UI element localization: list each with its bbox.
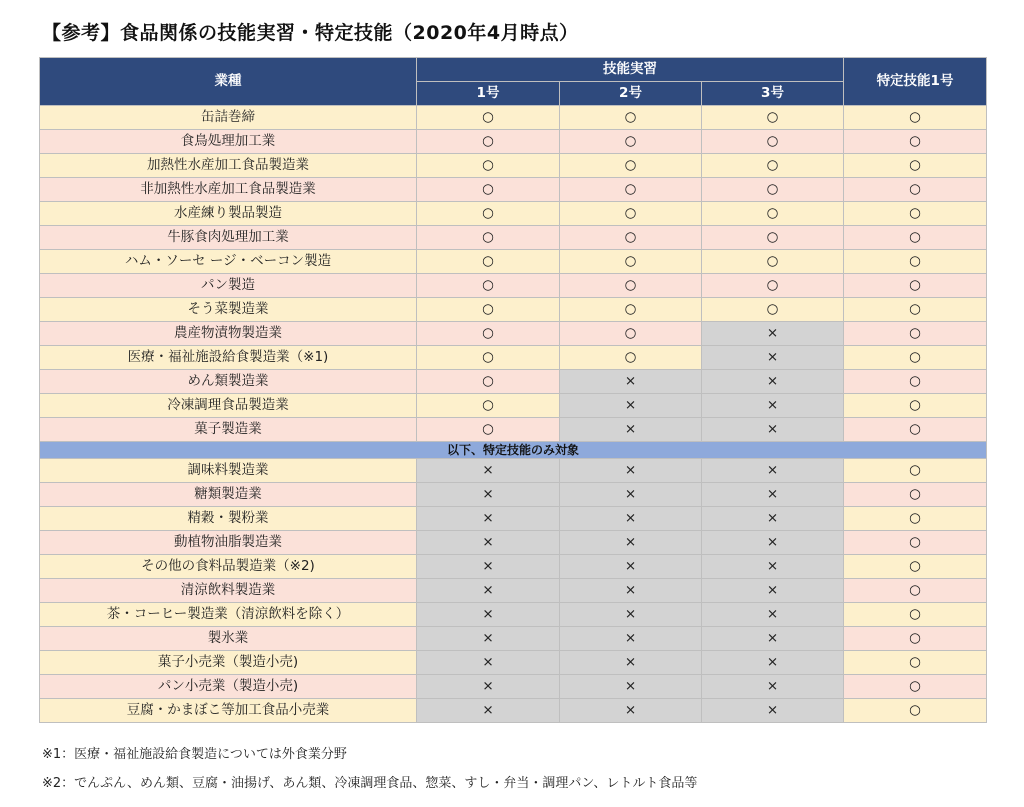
circle-mark-cell: ○ xyxy=(417,226,560,250)
cross-mark-cell: × xyxy=(702,675,844,699)
circle-mark-cell: ○ xyxy=(844,178,987,202)
industry-name-cell: 冷凍調理食品製造業 xyxy=(40,394,417,418)
circle-mark-cell: ○ xyxy=(844,106,987,130)
circle-mark-cell: ○ xyxy=(417,298,560,322)
table-body-ssw-only xyxy=(40,459,987,723)
cross-mark-cell: × xyxy=(560,370,702,394)
table-row xyxy=(40,675,987,699)
circle-mark-cell: ○ xyxy=(702,226,844,250)
industry-name-cell: 豆腐・かまぼこ等加工食品小売業 xyxy=(40,699,417,723)
cross-mark-cell: × xyxy=(702,483,844,507)
header-industry: 業種 xyxy=(40,58,417,106)
industry-name-cell: 茶・コーヒー製造業（清涼飲料を除く） xyxy=(40,603,417,627)
circle-mark-cell: ○ xyxy=(417,178,560,202)
cross-mark-cell: × xyxy=(560,459,702,483)
table-row xyxy=(40,130,987,154)
cross-mark-cell: × xyxy=(560,394,702,418)
circle-mark-cell: ○ xyxy=(417,202,560,226)
header-grade-2: 2号 xyxy=(560,82,702,106)
header-grade-1: 1号 xyxy=(417,82,560,106)
circle-mark-cell: ○ xyxy=(702,202,844,226)
food-skills-table xyxy=(39,57,987,723)
circle-mark-cell: ○ xyxy=(844,531,987,555)
table-row xyxy=(40,154,987,178)
industry-name-cell: そう菜製造業 xyxy=(40,298,417,322)
cross-mark-cell: × xyxy=(417,651,560,675)
circle-mark-cell: ○ xyxy=(560,226,702,250)
industry-name-cell: パン小売業（製造小売) xyxy=(40,675,417,699)
circle-mark-cell: ○ xyxy=(560,178,702,202)
industry-name-cell: 菓子小売業（製造小売) xyxy=(40,651,417,675)
circle-mark-cell: ○ xyxy=(417,394,560,418)
table-row xyxy=(40,555,987,579)
circle-mark-cell: ○ xyxy=(702,154,844,178)
circle-mark-cell: ○ xyxy=(417,346,560,370)
cross-mark-cell: × xyxy=(702,699,844,723)
header-grade-3: 3号 xyxy=(702,82,844,106)
table-row xyxy=(40,178,987,202)
circle-mark-cell: ○ xyxy=(560,274,702,298)
cross-mark-cell: × xyxy=(702,507,844,531)
cross-mark-cell: × xyxy=(702,627,844,651)
circle-mark-cell: ○ xyxy=(844,579,987,603)
industry-name-cell: 製氷業 xyxy=(40,627,417,651)
circle-mark-cell: ○ xyxy=(560,322,702,346)
cross-mark-cell: × xyxy=(702,418,844,442)
industry-name-cell: 糖類製造業 xyxy=(40,483,417,507)
cross-mark-cell: × xyxy=(560,531,702,555)
circle-mark-cell: ○ xyxy=(417,106,560,130)
table-row xyxy=(40,298,987,322)
cross-mark-cell: × xyxy=(702,394,844,418)
table-row xyxy=(40,627,987,651)
industry-name-cell: 非加熱性水産加工食品製造業 xyxy=(40,178,417,202)
circle-mark-cell: ○ xyxy=(844,675,987,699)
table-row xyxy=(40,579,987,603)
table-row xyxy=(40,106,987,130)
circle-mark-cell: ○ xyxy=(560,130,702,154)
circle-mark-cell: ○ xyxy=(844,699,987,723)
circle-mark-cell: ○ xyxy=(702,298,844,322)
circle-mark-cell: ○ xyxy=(844,507,987,531)
cross-mark-cell: × xyxy=(702,579,844,603)
industry-name-cell: 調味料製造業 xyxy=(40,459,417,483)
cross-mark-cell: × xyxy=(417,507,560,531)
circle-mark-cell: ○ xyxy=(844,154,987,178)
circle-mark-cell: ○ xyxy=(560,202,702,226)
circle-mark-cell: ○ xyxy=(417,322,560,346)
circle-mark-cell: ○ xyxy=(560,298,702,322)
cross-mark-cell: × xyxy=(702,370,844,394)
cross-mark-cell: × xyxy=(417,699,560,723)
circle-mark-cell: ○ xyxy=(417,154,560,178)
circle-mark-cell: ○ xyxy=(844,627,987,651)
table-row xyxy=(40,699,987,723)
industry-name-cell: 清涼飲料製造業 xyxy=(40,579,417,603)
industry-name-cell: ハム・ソーセ ージ・ベーコン製造 xyxy=(40,250,417,274)
industry-name-cell: 農産物漬物製造業 xyxy=(40,322,417,346)
cross-mark-cell: × xyxy=(560,651,702,675)
table-row xyxy=(40,226,987,250)
table-row xyxy=(40,370,987,394)
cross-mark-cell: × xyxy=(702,322,844,346)
table-row xyxy=(40,394,987,418)
footnote-2: ※2：でんぷん、めん類、豆腐・油揚げ、あん類、冷凍調理食品、惣菜、すし・弁当・調理パン、レトルト食品等 xyxy=(42,776,698,791)
table-row xyxy=(40,507,987,531)
cross-mark-cell: × xyxy=(702,459,844,483)
circle-mark-cell: ○ xyxy=(844,250,987,274)
circle-mark-cell: ○ xyxy=(844,459,987,483)
industry-name-cell: めん類製造業 xyxy=(40,370,417,394)
industry-name-cell: 動植物油脂製造業 xyxy=(40,531,417,555)
circle-mark-cell: ○ xyxy=(844,394,987,418)
industry-name-cell: 菓子製造業 xyxy=(40,418,417,442)
separator-row: 以下、特定技能のみ対象 xyxy=(40,442,987,459)
table-body-training xyxy=(40,106,987,442)
industry-name-cell: 缶詰巻締 xyxy=(40,106,417,130)
table-row xyxy=(40,418,987,442)
circle-mark-cell: ○ xyxy=(560,346,702,370)
circle-mark-cell: ○ xyxy=(844,298,987,322)
circle-mark-cell: ○ xyxy=(844,322,987,346)
industry-name-cell: 牛豚食肉処理加工業 xyxy=(40,226,417,250)
cross-mark-cell: × xyxy=(417,483,560,507)
circle-mark-cell: ○ xyxy=(417,418,560,442)
cross-mark-cell: × xyxy=(560,555,702,579)
cross-mark-cell: × xyxy=(702,603,844,627)
table-row xyxy=(40,346,987,370)
circle-mark-cell: ○ xyxy=(844,483,987,507)
table-row xyxy=(40,651,987,675)
cross-mark-cell: × xyxy=(560,675,702,699)
circle-mark-cell: ○ xyxy=(844,555,987,579)
cross-mark-cell: × xyxy=(417,555,560,579)
circle-mark-cell: ○ xyxy=(844,418,987,442)
circle-mark-cell: ○ xyxy=(702,178,844,202)
industry-name-cell: その他の食料品製造業（※2) xyxy=(40,555,417,579)
cross-mark-cell: × xyxy=(417,627,560,651)
industry-name-cell: パン製造 xyxy=(40,274,417,298)
cross-mark-cell: × xyxy=(560,507,702,531)
industry-name-cell: 精穀・製粉業 xyxy=(40,507,417,531)
circle-mark-cell: ○ xyxy=(702,274,844,298)
table-row xyxy=(40,202,987,226)
cross-mark-cell: × xyxy=(417,459,560,483)
table-row xyxy=(40,274,987,298)
circle-mark-cell: ○ xyxy=(560,250,702,274)
table-row xyxy=(40,531,987,555)
circle-mark-cell: ○ xyxy=(702,250,844,274)
cross-mark-cell: × xyxy=(417,603,560,627)
circle-mark-cell: ○ xyxy=(844,603,987,627)
circle-mark-cell: ○ xyxy=(560,154,702,178)
circle-mark-cell: ○ xyxy=(844,202,987,226)
circle-mark-cell: ○ xyxy=(417,250,560,274)
cross-mark-cell: × xyxy=(560,483,702,507)
cross-mark-cell: × xyxy=(560,627,702,651)
table-row xyxy=(40,250,987,274)
page-title: 【参考】食品関係の技能実習・特定技能（2020年4月時点） xyxy=(42,22,579,44)
cross-mark-cell: × xyxy=(560,699,702,723)
circle-mark-cell: ○ xyxy=(844,346,987,370)
cross-mark-cell: × xyxy=(702,531,844,555)
header-specified-skill: 特定技能1号 xyxy=(844,58,987,106)
footnote-1: ※1：医療・福祉施設給食製造については外食業分野 xyxy=(42,747,347,762)
table-row xyxy=(40,322,987,346)
circle-mark-cell: ○ xyxy=(702,130,844,154)
circle-mark-cell: ○ xyxy=(417,370,560,394)
industry-name-cell: 医療・福祉施設給食製造業（※1) xyxy=(40,346,417,370)
table-row xyxy=(40,459,987,483)
cross-mark-cell: × xyxy=(560,418,702,442)
cross-mark-cell: × xyxy=(417,579,560,603)
industry-name-cell: 食鳥処理加工業 xyxy=(40,130,417,154)
cross-mark-cell: × xyxy=(417,675,560,699)
circle-mark-cell: ○ xyxy=(844,274,987,298)
circle-mark-cell: ○ xyxy=(844,651,987,675)
circle-mark-cell: ○ xyxy=(844,370,987,394)
cross-mark-cell: × xyxy=(702,651,844,675)
circle-mark-cell: ○ xyxy=(844,226,987,250)
cross-mark-cell: × xyxy=(702,346,844,370)
table-row xyxy=(40,603,987,627)
industry-name-cell: 加熱性水産加工食品製造業 xyxy=(40,154,417,178)
table-row xyxy=(40,483,987,507)
cross-mark-cell: × xyxy=(560,579,702,603)
circle-mark-cell: ○ xyxy=(417,274,560,298)
cross-mark-cell: × xyxy=(702,555,844,579)
circle-mark-cell: ○ xyxy=(560,106,702,130)
cross-mark-cell: × xyxy=(417,531,560,555)
circle-mark-cell: ○ xyxy=(702,106,844,130)
industry-name-cell: 水産練り製品製造 xyxy=(40,202,417,226)
circle-mark-cell: ○ xyxy=(417,130,560,154)
header-technical-training: 技能実習 xyxy=(417,58,844,82)
cross-mark-cell: × xyxy=(560,603,702,627)
circle-mark-cell: ○ xyxy=(844,130,987,154)
